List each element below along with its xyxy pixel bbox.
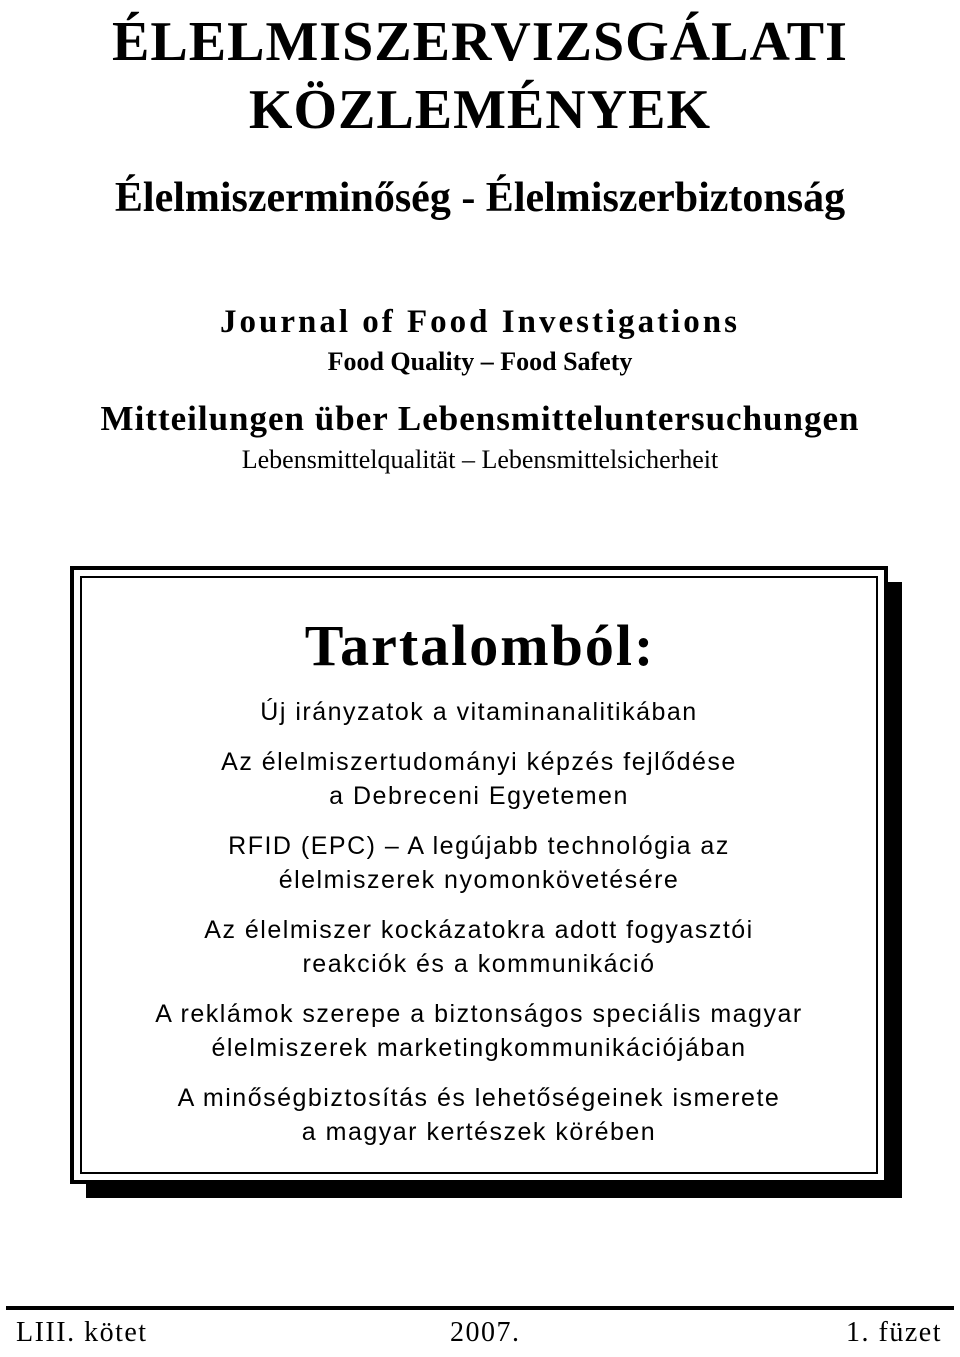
- contents-item-3: [70, 829, 888, 897]
- main-title: [0, 8, 960, 144]
- contents-item-2-line-1: Az élelmiszertudományi képzés fejlődése: [221, 748, 737, 776]
- contents-item-6-line-1: A minőségbiztosítás és lehetőségeinek ismerete: [177, 1084, 781, 1112]
- main-title-line-2: KÖZLEMÉNYEK: [248, 79, 712, 141]
- hungarian-subtitle: Élelmiszerminőség - Élelmiszerbiztonság: [114, 175, 846, 221]
- contents-item-5: [70, 997, 888, 1065]
- contents-item-4-line-2: reakciók és a kommunikáció: [302, 950, 656, 978]
- contents-item-5-line-2: élelmiszerek marketingkommunikációjában: [211, 1034, 747, 1062]
- contents-item-1: [70, 695, 888, 729]
- german-journal-title: Mitteilungen über Lebensmitteluntersuchungen: [100, 399, 860, 438]
- english-journal-title: Journal of Food Investigations: [220, 304, 740, 340]
- contents-item-5-line-1: A reklámok szerepe a biztonságos speciális magyar: [155, 1000, 803, 1028]
- footer-rule: [6, 1306, 954, 1310]
- contents-item-4: [70, 913, 888, 981]
- contents-item-1-line-1: Új irányzatok a vitaminanalitikában: [260, 698, 698, 726]
- contents-heading: Tartalomból:: [304, 613, 656, 678]
- main-title-line-1: ÉLELMISZERVIZSGÁLATI: [112, 11, 848, 73]
- contents-item-6: [70, 1081, 888, 1149]
- contents-item-4-line-1: Az élelmiszer kockázatokra adott fogyasztói: [204, 916, 754, 944]
- issue-label: 1. füzet: [846, 1317, 942, 1348]
- contents-item-6-line-2: a magyar kertészek körében: [301, 1118, 657, 1146]
- contents-item-3-line-1: RFID (EPC) – A legújabb technológia az: [228, 832, 730, 860]
- volume-label: LIII. kötet: [16, 1317, 148, 1348]
- year-label: 2007.: [450, 1317, 521, 1348]
- german-journal-subtitle: Lebensmittelqualität – Lebensmittelsicherheit: [241, 445, 719, 474]
- english-journal-subtitle: Food Quality – Food Safety: [327, 347, 633, 376]
- contents-item-3-line-2: élelmiszerek nyomonkövetésére: [278, 866, 680, 894]
- contents-item-2: [70, 745, 888, 813]
- contents-item-2-line-2: a Debreceni Egyetemen: [329, 782, 629, 810]
